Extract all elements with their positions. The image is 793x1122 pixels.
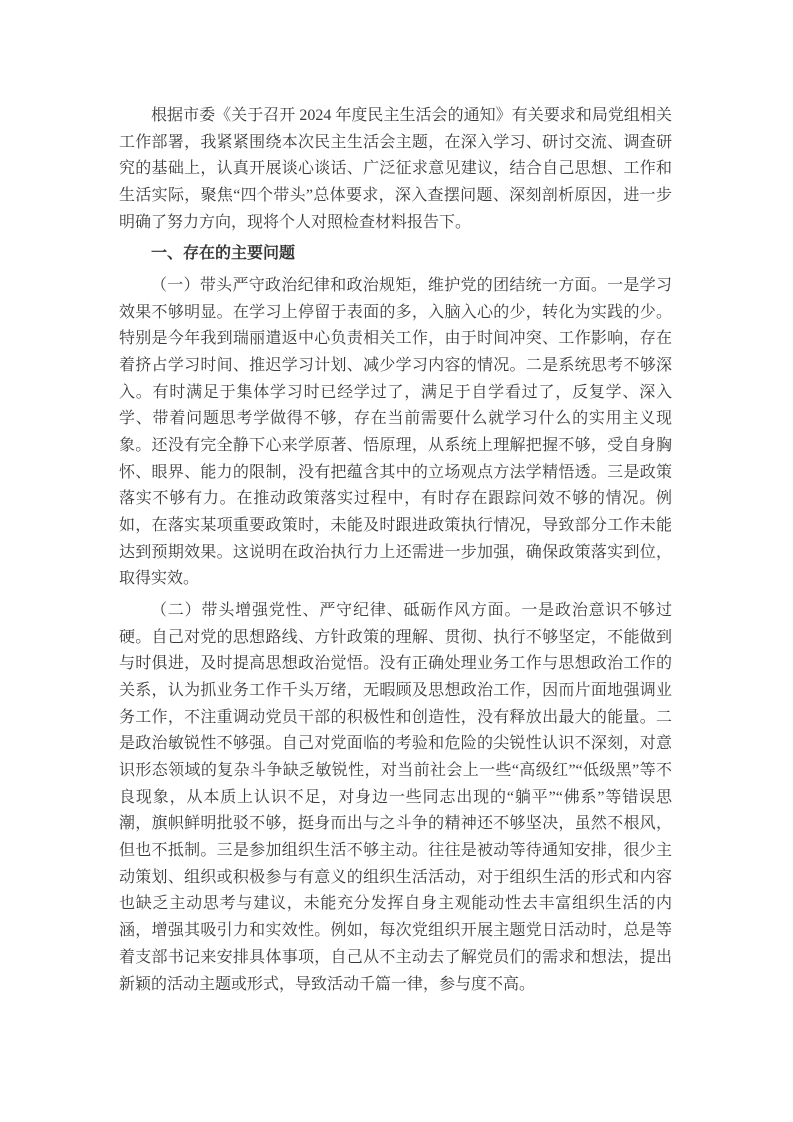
section-1-item-1-paragraph: （一）带头严守政治纪律和政治规矩，维护党的团结统一方面。一是学习效果不够明显。在学习上停留于表面的多，入脑入心的少，转化为实践的少。特别是今年我到瑞丽遣返中心负责相关工作，由于时间冲突、工作影响，存在着挤占学习时间、推迟学习计划、减少学习内容的情况。二是系统思考不够深入。有时满足于集体学习时已经学过了，满足于自学看过了，反复学、深入学、带着问题思考学做得不够，存在当前需要什么就学习什么的实用主义现象。还没有完全静下心来学原著、悟原理，从系统上理解把握不够，受自身胸怀、眼界、能力的限制，没有把蕴含其中的立场观点方法学精悟透。三是政策落实不够有力。在推动政策落实过程中，有时存在跟踪问效不够的情况。例如，在落实某项重要政策时，未能及时跟进政策执行情况，导致部分工作未能达到预期效果。这说明在政治执行力上还需进一步加强，确保政策落实到位，取得实效。 [119,277,672,588]
section-1-heading: 一、存在的主要问题 [151,245,296,263]
section-1-item-2-paragraph: （二）带头增强党性、严守纪律、砥砺作风方面。一是政治意识不够过硬。自己对党的思想路线、方针政策的理解、贯彻、执行不够坚定，不能做到与时俱进，及时提高思想政治觉悟。没有正确处理业务工作与思想政治工作的关系，认为抓业务工作千头万绪，无暇顾及思想政治工作，因而片面地强调业务工作，不注重调动党员干部的积极性和创造性，没有释放出最大的能量。二是政治敏锐性不够强。自己对党面临的考验和危险的尖锐性认识不深刻，对意识形态领域的复杂斗争缺乏敏锐性，对当前社会上一些“高级红”“低级黑”等不良现象，从本质上认识不足，对身边一些同志出现的“躺平”“佛系”等错误思潮，旗帜鲜明批驳不够，挺身而出与之斗争的精神还不够坚决，虽然不根风，但也不抵制。三是参加组织生活不够主动。往往是被动等待通知安排，很少主动策划、组织或积极参与有意义的组织生活活动，对于组织生活的形式和内容也缺乏主动思考与建议，未能充分发挥自身主观能动性去丰富组织生活的内涵，增强其吸引力和实效性。例如，每次党组织开展主题党日活动时，总是等着支部书记来安排具体事项，自己从不主动去了解党员们的需求和想法，提出新颖的活动主题或形式，导致活动千篇一律，参与度不高。 [119,602,672,993]
intro-paragraph: 根据市委《关于召开 2024 年度民主生活会的通知》有关要求和局党组相关工作部署，我紧紧围绕本次民主生活会主题，在深入学习、研讨交流、调查研究的基础上，认真开展谈心谈话、广泛征求意见建议，结合自己思想、工作和生活实际，聚焦“四个带头”总体要求，深入查摆问题、深刻剖析原因，进一步明确了努力方向，现将个人对照检查材料报告下。 [119,107,672,231]
